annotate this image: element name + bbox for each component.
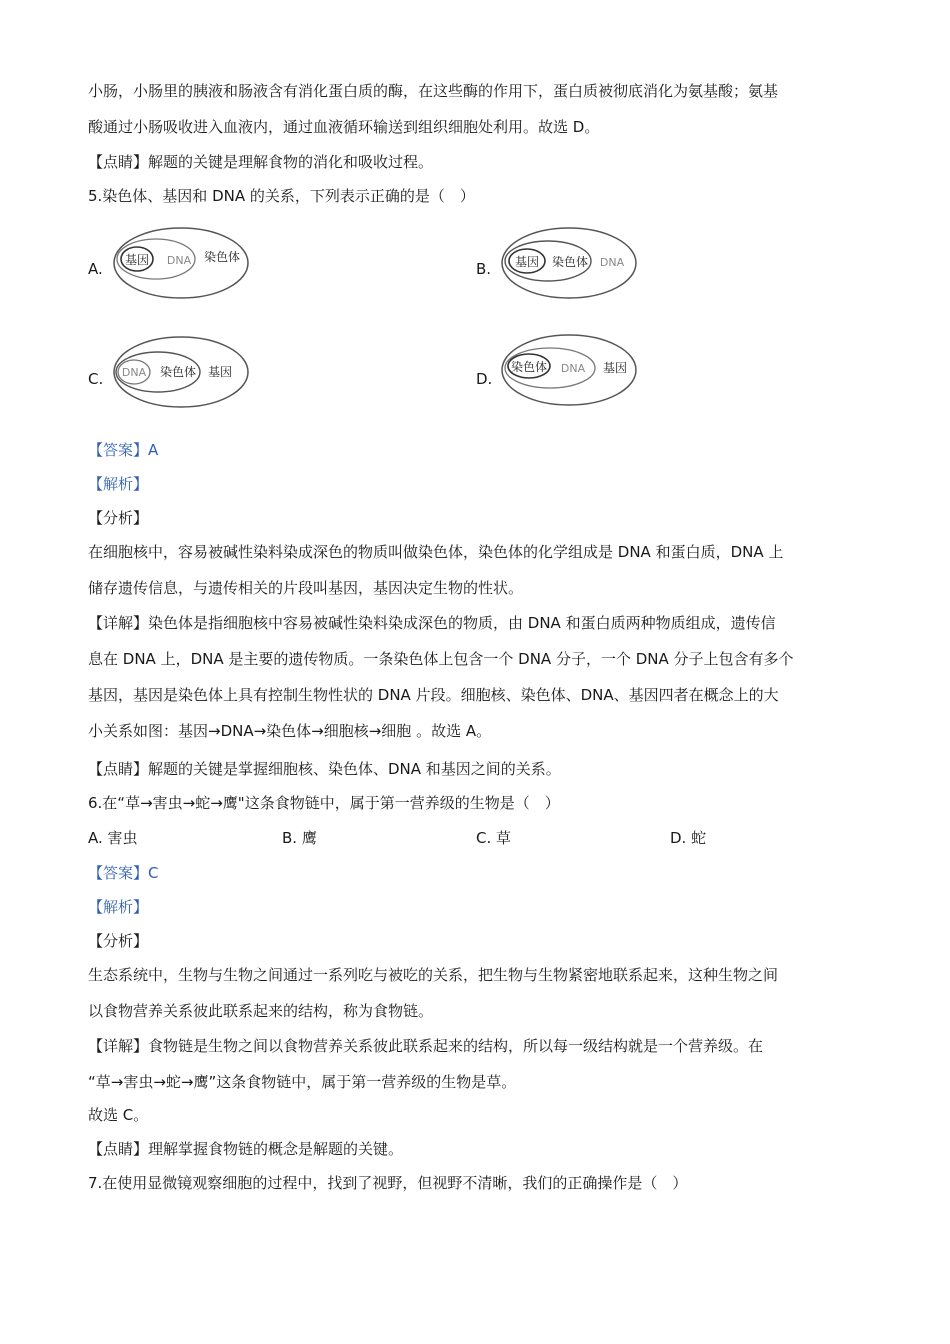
intro-dianjing: 【点睛】解题的关键是理解食物的消化和吸收过程。 — [88, 153, 434, 171]
q5-b-middle-text: 染色体 — [551, 255, 589, 269]
intro-line-1: 小肠，小肠里的胰液和肠液含有消化蛋白质的酶，在这些酶的作用下，蛋白质被彻底消化为氨基酸；氨基 — [88, 82, 779, 100]
q5-option-d-diagram — [500, 330, 640, 414]
q5-c-middle-text: 染色体 — [159, 365, 197, 379]
q6-detail-line-1: 【详解】食物链是生物之间以食物营养关系彼此联系起来的结构，所以每一级结构就是一个营养级。在 — [88, 1037, 764, 1055]
q5-option-a-diagram — [112, 225, 252, 309]
q6-option-d: D. 蛇 — [670, 829, 707, 847]
q6-conclusion: 故选 C。 — [88, 1106, 149, 1124]
q6-jiexi: 【解析】 — [88, 898, 149, 916]
q6-option-b: B. 鹰 — [282, 829, 317, 847]
q5-fenxi-line-1: 在细胞核中，容易被碱性染料染成深色的物质叫做染色体，染色体的化学组成是 DNA 和蛋白质，DNA 上 — [88, 543, 784, 561]
q6-answer: 【答案】C — [88, 864, 159, 882]
q5-detail-line-2: 息在 DNA 上，DNA 是主要的遗传物质。一条染色体上包含一个 DNA 分子，一个 DNA 分子上包含有多个 — [88, 650, 794, 668]
q5-jiexi: 【解析】 — [88, 475, 149, 493]
q5-fenxi-heading: 【分析】 — [88, 509, 149, 527]
q5-a-outer-text: 染色体 — [203, 250, 241, 264]
q6-fenxi-line-2: 以食物营养关系彼此联系起来的结构，称为食物链。 — [88, 1002, 434, 1020]
q6-question: 6.在“草→害虫→蛇→鹰"这条食物链中，属于第一营养级的生物是（ ） — [88, 794, 560, 812]
q5-detail-line-3: 基因，基因是染色体上具有控制生物性状的 DNA 片段。细胞核、染色体、DNA、基因四者在概念上的大 — [88, 686, 779, 704]
q5-c-inner-text: DNA — [121, 366, 147, 379]
q5-detail-line-4: 小关系如图：基因→DNA→染色体→细胞核→细胞 。故选 A。 — [88, 722, 492, 740]
q5-b-inner-text: 基因 — [514, 255, 540, 269]
q5-d-outer-text: 基因 — [602, 361, 628, 375]
q5-d-inner-text: 染色体 — [510, 360, 548, 374]
q7-question: 7.在使用显微镜观察细胞的过程中，找到了视野，但视野不清晰，我们的正确操作是（ ） — [88, 1174, 688, 1192]
q6-fenxi-heading: 【分析】 — [88, 932, 149, 950]
intro-line-2: 酸通过小肠吸收进入血液内，通过血液循环输送到组织细胞处利用。故选 D。 — [88, 118, 600, 136]
q5-option-d-label: D. — [476, 370, 493, 388]
q5-detail-line-1: 【详解】染色体是指细胞核中容易被碱性染料染成深色的物质，由 DNA 和蛋白质两种物质组成，遗传信 — [88, 614, 776, 632]
q5-question: 5.染色体、基因和 DNA 的关系，下列表示正确的是（ ） — [88, 187, 475, 205]
q6-option-c: C. 草 — [476, 829, 512, 847]
q5-option-b-label: B. — [476, 260, 492, 278]
q5-fenxi-line-2: 储存遗传信息，与遗传相关的片段叫基因，基因决定生物的性状。 — [88, 579, 524, 597]
q5-a-inner-text: 基因 — [124, 253, 150, 267]
q5-answer: 【答案】A — [88, 441, 159, 459]
q5-option-a-label: A. — [88, 260, 103, 278]
q5-option-c-diagram — [112, 334, 252, 418]
q5-c-outer-text: 基因 — [207, 365, 233, 379]
q5-a-middle-text: DNA — [166, 254, 192, 267]
q5-option-c-label: C. — [88, 370, 104, 388]
q6-detail-line-2: “草→害虫→蛇→鹰”这条食物链中，属于第一营养级的生物是草。 — [88, 1073, 517, 1091]
q5-d-middle-text: DNA — [560, 362, 586, 375]
q5-b-outer-text: DNA — [599, 256, 625, 269]
q5-option-b-diagram — [500, 225, 640, 309]
q6-option-a: A. 害虫 — [88, 829, 138, 847]
q6-fenxi-line-1: 生态系统中，生物与生物之间通过一系列吃与被吃的关系，把生物与生物紧密地联系起来，这种生物之间 — [88, 966, 779, 984]
q5-dianjing: 【点睛】解题的关键是掌握细胞核、染色体、DNA 和基因之间的关系。 — [88, 760, 561, 778]
q6-dianjing: 【点睛】理解掌握食物链的概念是解题的关键。 — [88, 1140, 404, 1158]
